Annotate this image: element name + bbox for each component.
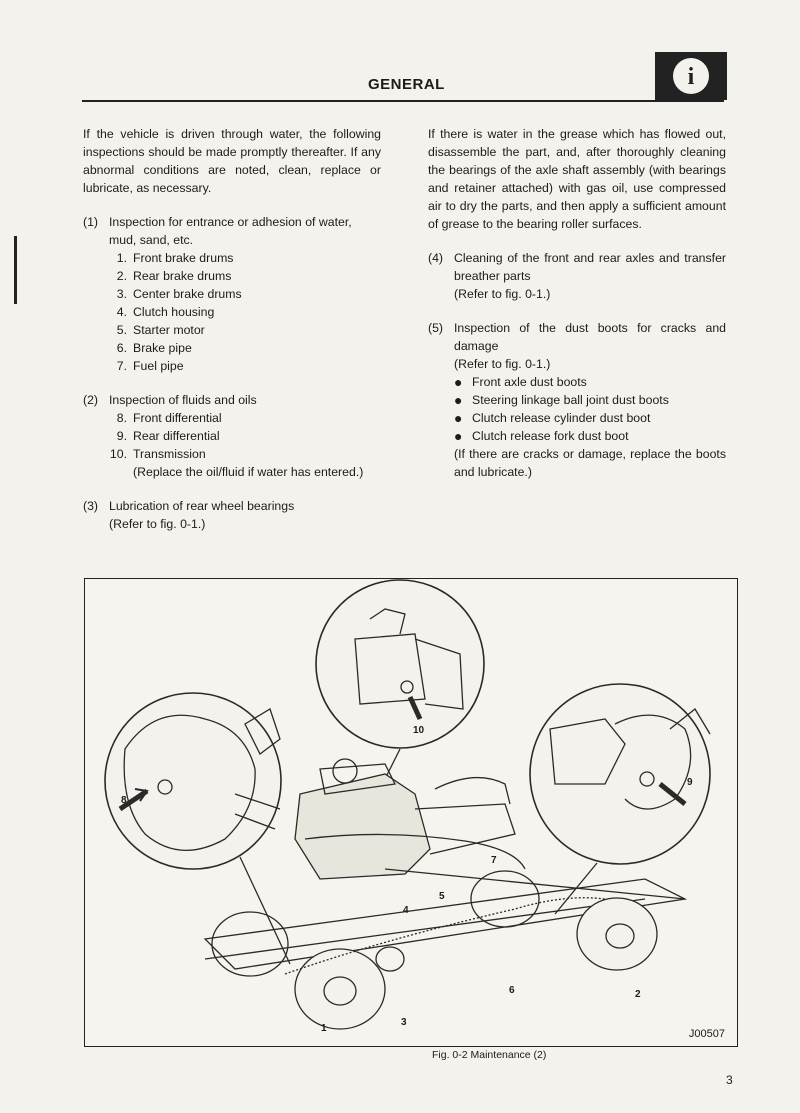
callout-3: 3 [401, 1017, 407, 1028]
callout-2: 2 [635, 989, 641, 1000]
callout-6: 6 [509, 985, 515, 996]
callout-10: 10 [413, 725, 425, 736]
left-intro: If the vehicle is driven through water, the following inspections should be made promptly thereafter. If any abnormal conditions are noted, clean, replace or lubricate, as necessary. [83, 127, 381, 195]
list-item: 2. Rear brake drums [116, 269, 232, 283]
callout-7: 7 [491, 855, 497, 866]
section-3-number: (3) [83, 499, 99, 513]
header-rule [82, 100, 724, 102]
section-2-note: (Replace the oil/fluid if water has entered.) [133, 465, 364, 479]
section-3 [83, 497, 381, 533]
transmission-detail [316, 580, 484, 748]
section-4 [428, 249, 726, 303]
right-intro: If there is water in the grease which has flowed out, disassemble the part, and, after thoroughly cleaning the bearings of the axle shaft assembly (with bearings and retainer attached) with gas oil, use compressed air to dry the parts, and then apply a sufficient amount of grease to the bearing roller surfaces. [428, 127, 726, 231]
list-item: 9. Rear differential [116, 429, 220, 443]
callout-5: 5 [439, 891, 445, 902]
figure-caption: Fig. 0-2 Maintenance (2) [432, 1049, 547, 1061]
callout-1: 1 [321, 1023, 327, 1034]
section-5-number: (5) [428, 321, 444, 335]
page-number: 3 [726, 1073, 733, 1087]
list-item: ● Clutch release cylinder dust boot [454, 410, 651, 426]
list-item: 3. Center brake drums [116, 287, 242, 301]
section-4-number: (4) [428, 251, 444, 265]
section-1-title-cont: mud, sand, etc. [109, 233, 194, 247]
maintenance-figure [84, 578, 738, 1047]
section-3-title: Lubrication of rear wheel bearings [109, 499, 295, 513]
section-5 [428, 319, 726, 481]
info-letter: i [687, 64, 695, 90]
list-item: 10. Transmission [109, 447, 206, 461]
section-4-ref: (Refer to fig. 0-1.) [454, 287, 551, 301]
list-item: ● Steering linkage ball joint dust boots [454, 392, 669, 408]
section-5-title: Inspection of the dust boots for cracks and damage [454, 321, 726, 353]
list-item: 5. Starter motor [116, 323, 205, 337]
left-column [83, 125, 381, 533]
section-2-number: (2) [83, 393, 99, 407]
rear-differential-detail [530, 684, 710, 864]
callout-4: 4 [403, 905, 409, 916]
list-item: 1. Front brake drums [116, 251, 234, 265]
section-1-title: Inspection for entrance or adhesion of water, [109, 215, 352, 229]
list-item: 8. Front differential [116, 411, 222, 425]
section-5-ref: (Refer to fig. 0-1.) [454, 357, 551, 371]
list-item: 7. Fuel pipe [116, 359, 184, 373]
info-badge [655, 52, 727, 100]
list-item: ● Clutch release fork dust boot [454, 428, 629, 444]
callout-8: 8 [121, 795, 127, 806]
figure-code: J00507 [688, 1028, 725, 1040]
section-2-title: Inspection of fluids and oils [109, 393, 257, 407]
chassis-illustration [85, 579, 737, 1046]
front-right-wheel [295, 949, 385, 1029]
section-5-note: (If there are cracks or damage, replace the boots and lubricate.) [454, 447, 726, 479]
rear-right-wheel [577, 898, 657, 970]
header-title: GENERAL [368, 76, 445, 93]
margin-mark [14, 236, 17, 304]
section-4-title: Cleaning of the front and rear axles and transfer breather parts [454, 251, 726, 283]
section-2 [83, 391, 381, 481]
section-1 [83, 213, 381, 375]
list-item: ● Front axle dust boots [454, 374, 587, 390]
callout-9: 9 [687, 777, 693, 788]
list-item: 6. Brake pipe [116, 341, 192, 355]
section-3-ref: (Refer to fig. 0-1.) [109, 517, 206, 531]
section-1-number: (1) [83, 215, 99, 229]
list-item: 4. Clutch housing [116, 305, 215, 319]
right-column [428, 125, 726, 481]
